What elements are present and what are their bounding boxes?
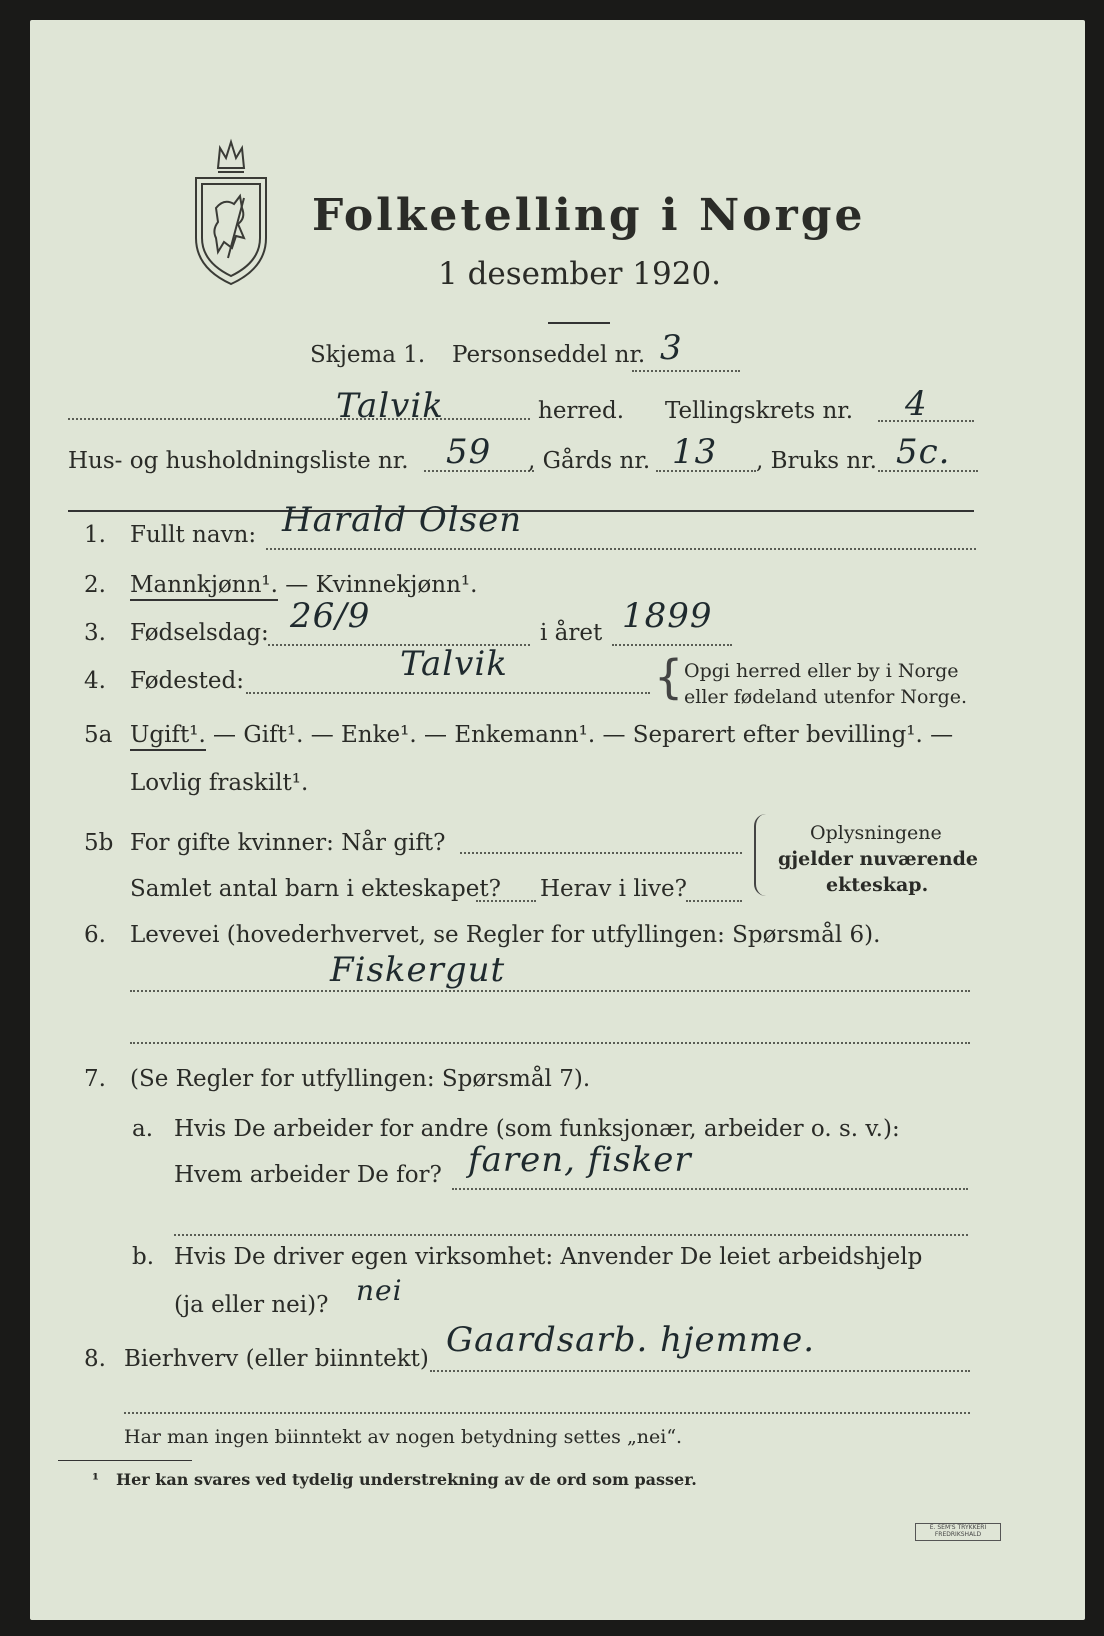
married-when-line — [460, 852, 742, 854]
footnote-mark: ¹ — [92, 1470, 100, 1489]
q6-number: 6. — [84, 922, 106, 948]
title-divider — [548, 322, 610, 324]
q8-label: Bierhverv (eller biinntekt) — [124, 1346, 429, 1372]
q7b-letter: b. — [132, 1244, 155, 1270]
q5b-label: For gifte kvinner: Når gift? — [130, 830, 446, 856]
birthdate-value[interactable]: 26/9 — [290, 596, 371, 636]
q7a-text-2: Hvem arbeider De for? — [174, 1162, 442, 1188]
q5b-note-1: Oplysningene — [810, 822, 942, 844]
herred-value[interactable]: Talvik — [336, 386, 444, 426]
hired-help-value[interactable]: nei — [356, 1274, 403, 1307]
q1-number: 1. — [84, 522, 106, 548]
q7-label: (Se Regler for utfyllingen: Spørsmål 7). — [130, 1066, 591, 1092]
q5a-number: 5a — [84, 722, 113, 748]
q5b-note-3: ekteskap. — [826, 874, 929, 896]
bruks-value[interactable]: 5c. — [896, 432, 951, 472]
bruks-line — [878, 470, 978, 472]
employer-line-1 — [452, 1188, 968, 1190]
printer-stamp-line-2: FREDRIKSHALD — [934, 1531, 982, 1538]
footnote-rule — [58, 1460, 192, 1461]
side-income-value[interactable]: Gaardsarb. hjemme. — [446, 1320, 816, 1360]
brace-icon: { — [654, 650, 684, 704]
birth-year-value[interactable]: 1899 — [622, 596, 713, 636]
q3-label: Fødselsdag: — [130, 620, 269, 646]
gender-options[interactable] — [130, 572, 477, 598]
birth-year-line — [612, 644, 732, 646]
q3-number: 3. — [84, 620, 106, 646]
q7a-text: Hvis De arbeider for andre (som funksjonær, arbeider o. s. v.): — [174, 1116, 900, 1142]
employer-value[interactable]: faren, fisker — [468, 1140, 692, 1180]
q7b-text-2: (ja eller nei)? — [174, 1292, 329, 1318]
q7-number: 7. — [84, 1066, 106, 1092]
hus-value[interactable]: 59 — [446, 432, 492, 472]
tellingskrets-line — [878, 420, 974, 422]
birthplace-value[interactable]: Talvik — [400, 644, 508, 684]
q5b-number: 5b — [84, 830, 114, 856]
q7a-letter: a. — [132, 1116, 154, 1142]
q7b-text: Hvis De driver egen virksomhet: Anvender De leiet arbeidshjelp — [174, 1244, 923, 1270]
printer-stamp-line-1: E. SEM'S TRYKKERI — [929, 1524, 987, 1531]
employer-line-2 — [174, 1234, 968, 1236]
footer-note: Har man ingen biinntekt av nogen betydning settes „nei“. — [124, 1426, 683, 1448]
q4-label: Fødested: — [130, 668, 245, 694]
herred-line — [68, 418, 530, 420]
personseddel-value[interactable]: 3 — [660, 328, 683, 368]
printer-stamp — [915, 1523, 1001, 1541]
norway-coat-of-arms-icon — [188, 138, 274, 286]
gards-value[interactable]: 13 — [672, 432, 718, 472]
census-date: 1 desember 1920. — [438, 256, 722, 292]
other-marital-options[interactable]: — Gift¹. — Enke¹. — Enkemann¹. — Separert efter bevilling¹. — — [205, 722, 954, 748]
q8-number: 8. — [84, 1346, 106, 1372]
occupation-line-1 — [130, 990, 970, 992]
hus-label: Hus- og husholdningsliste nr. — [68, 448, 409, 474]
marital-options[interactable] — [130, 722, 953, 748]
male-option[interactable]: Mannkjønn¹. — [130, 572, 278, 601]
personseddel-line — [632, 370, 740, 372]
year-label: i året — [540, 620, 603, 646]
full-name-value[interactable]: Harald Olsen — [282, 500, 523, 540]
q1-label: Fullt navn: — [130, 522, 257, 548]
gards-line — [656, 470, 756, 472]
q4-number: 4. — [84, 668, 106, 694]
q5b-children-label: Samlet antal barn i ekteskapet? — [130, 876, 501, 902]
q2-number: 2. — [84, 572, 106, 598]
personseddel-label: Personseddel nr. — [452, 342, 646, 368]
footnote-text: Her kan svares ved tydelig understrekning av de ord som passer. — [116, 1470, 697, 1489]
occupation-line-2 — [130, 1042, 970, 1044]
female-option[interactable]: — Kvinnekjønn¹. — [277, 572, 478, 598]
hus-line — [424, 470, 534, 472]
q5b-bracket — [754, 814, 766, 896]
occupation-value[interactable]: Fiskergut — [330, 950, 506, 990]
children-line — [476, 900, 536, 902]
q4-note-2: eller fødeland utenfor Norge. — [684, 686, 968, 708]
birthplace-line — [246, 692, 650, 694]
q5b-note-2: gjelder nuværende — [778, 848, 978, 870]
side-income-line-2 — [124, 1412, 970, 1414]
q5b-alive-label: Herav i live? — [540, 876, 687, 902]
full-name-line — [266, 548, 976, 550]
side-income-line-1 — [430, 1370, 970, 1372]
skjema-label: Skjema 1. — [310, 342, 426, 368]
alive-line — [686, 900, 742, 902]
q4-note-1: Opgi herred eller by i Norge — [684, 660, 959, 682]
bruks-label: , Bruks nr. — [756, 448, 877, 474]
tellingskrets-label: Tellingskrets nr. — [665, 398, 854, 424]
unmarried-option[interactable]: Ugift¹. — [130, 722, 206, 751]
tellingskrets-value[interactable]: 4 — [905, 384, 928, 424]
q6-label: Levevei (hovederhvervet, se Regler for utfyllingen: Spørsmål 6). — [130, 922, 881, 948]
form-title: Folketelling i Norge — [312, 190, 866, 241]
herred-label: herred. — [538, 398, 625, 424]
gards-label: , Gårds nr. — [528, 448, 651, 474]
divorced-option[interactable]: Lovlig fraskilt¹. — [130, 770, 309, 796]
